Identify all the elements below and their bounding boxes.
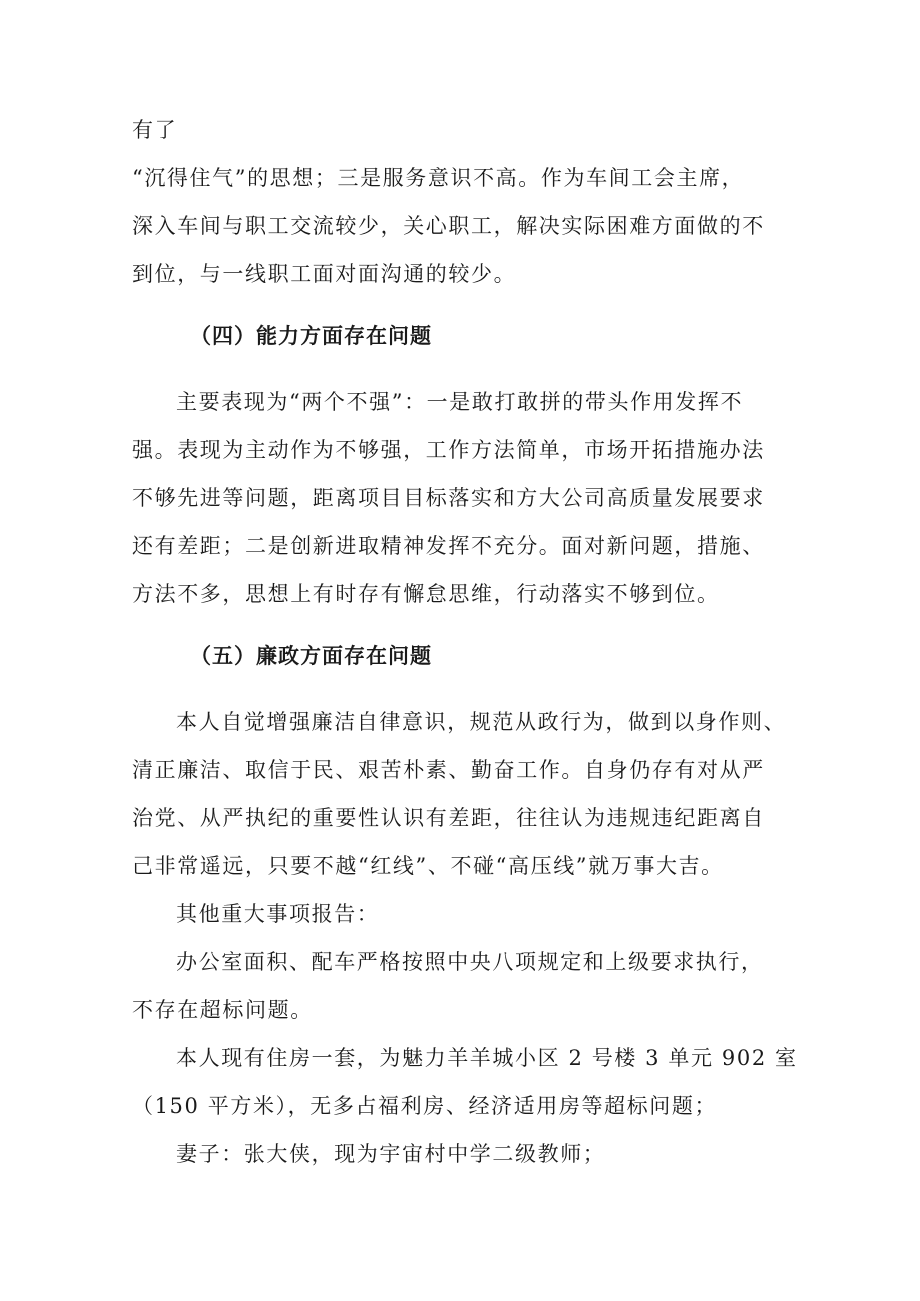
paragraph-line: “沉得住气”的思想；三是服务意识不高。作为车间工会主席， [132, 166, 745, 190]
paragraph-line: 己非常遥远，只要不越“红线”、不碰“高压线”就万事大吉。 [132, 854, 724, 878]
section-heading-ability: （四）能力方面存在问题 [190, 324, 432, 348]
paragraph-line: 本人现有住房一套，为魅力羊羊城小区 2 号楼 3 单元 902 室 [176, 1046, 798, 1070]
paragraph-line: 还有差距；二是创新进取精神发挥不充分。面对新问题，措施、 [132, 534, 765, 558]
paragraph-service-awareness [132, 106, 792, 298]
paragraph-line: 深入车间与职工交流较少，关心职工，解决实际困难方面做的不 [132, 214, 765, 238]
paragraph-line: 本人自觉增强廉洁自律意识，规范从政行为，做到以身作则、 [176, 710, 787, 734]
section-heading-integrity: （五）廉政方面存在问题 [190, 644, 432, 668]
paragraph-housing [132, 1034, 798, 1130]
paragraph-line: 有了 [132, 118, 178, 142]
paragraph-spouse [132, 1130, 792, 1178]
paragraph-integrity-issues [132, 698, 792, 890]
paragraph-line: 其他重大事项报告： [176, 902, 380, 926]
paragraph-line: 妻子：张大侠，现为宇宙村中学二级教师； [176, 1142, 606, 1166]
paragraph-line: 治党、从严执纪的重要性认识有差距，往往认为违规违纪距离自 [132, 806, 765, 830]
paragraph-line: 主要表现为“两个不强”：一是敢打敢拼的带头作用发挥不 [176, 390, 744, 414]
paragraph-line: （150 平方米），无多占福利房、经济适用房等超标问题； [132, 1094, 718, 1118]
paragraph-line: 到位，与一线职工面对面沟通的较少。 [132, 262, 517, 286]
paragraph-line: 不存在超标问题。 [132, 998, 313, 1022]
paragraph-line: 办公室面积、配车严格按照中央八项规定和上级要求执行， [176, 950, 764, 974]
document-page [132, 106, 798, 1178]
paragraph-ability-issues [132, 378, 792, 618]
paragraph-line: 方法不多，思想上有时存有懈怠思维，行动落实不够到位。 [132, 582, 720, 606]
paragraph-other-matters [132, 890, 792, 938]
paragraph-line: 不够先进等问题，距离项目目标落实和方大公司高质量发展要求 [132, 486, 765, 510]
paragraph-line: 清正廉洁、取信于民、艰苦朴素、勤奋工作。自身仍存有对从严 [132, 758, 765, 782]
paragraph-office-vehicle [132, 938, 792, 1034]
paragraph-line: 强。表现为主动作为不够强，工作方法简单，市场开拓措施办法 [132, 438, 765, 462]
